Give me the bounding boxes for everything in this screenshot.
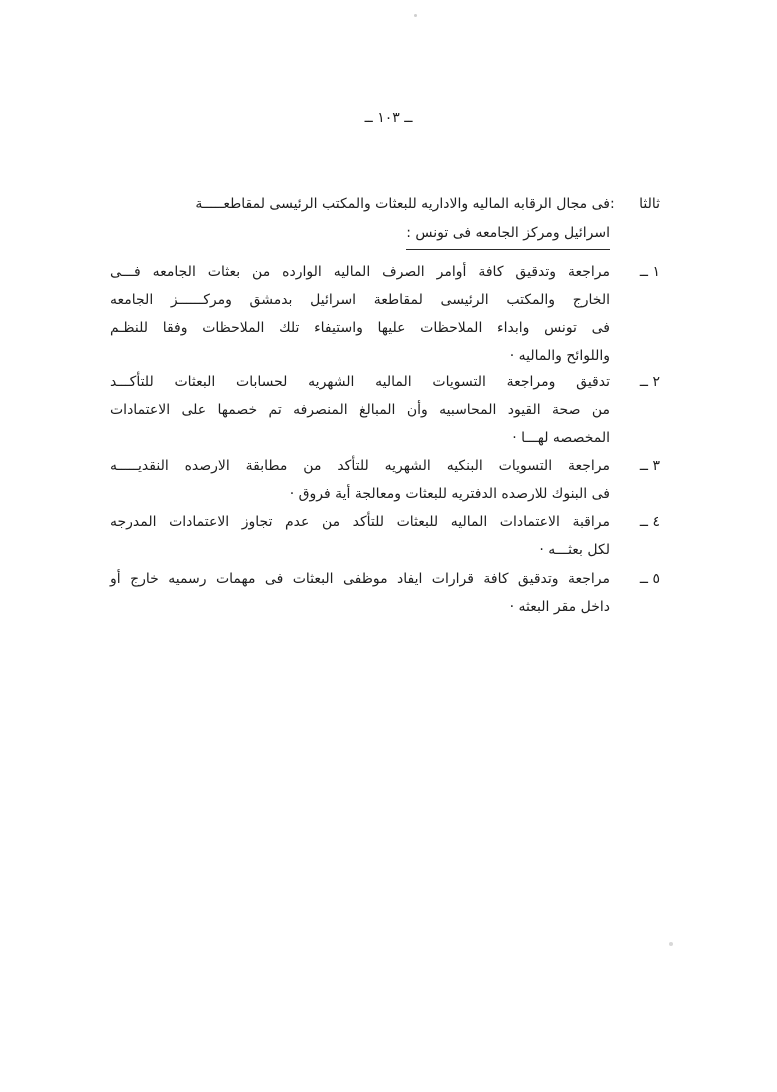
section-marker [610,190,660,218]
list-item [110,508,660,564]
item-3-line-2: فى البنوك للارصده الدفتريه للبعثات ومعالجة أية فروق · [289,486,610,502]
section-heading-line-1: فى مجال الرقابه الماليه والاداريه للبعثات والمكتب الرئيسى لمقاطعـــــة [195,196,610,212]
item-5-text [110,565,610,621]
section-marker-colon: : [610,196,615,212]
list-item [110,565,660,621]
item-5-number: ٥ ــ [639,571,660,587]
section-heading-line-2 [110,219,610,250]
item-1-text [110,258,610,370]
section-heading-row [110,190,660,250]
scan-speck [414,14,417,17]
item-1-line-1: مراجعة وتدقيق كافة أوامر الصرف الماليه الوارده من بعثات الجامعه فـــى [110,264,610,280]
item-4-number: ٤ ــ [639,514,660,530]
item-1-line-2: الخارج والمكتب الرئيسى لمقاطعة اسرائيل بدمشق ومركــــــز الجامعه [110,292,610,308]
list-item [110,258,660,370]
item-2-line-3: المخصصه لهـــا · [512,430,610,446]
page-number: ــ ١٠٣ ــ [364,110,413,126]
item-4-line-1: مراقبة الاعتمادات الماليه للبعثات للتأكد من عدم تجاوز الاعتمادات المدرجه [110,514,610,530]
scan-speck [669,942,673,946]
item-3-line-1: مراجعة التسويات البنكيه الشهريه للتأكد من مطابقة الارصده النقديـــــه [110,458,610,474]
item-5-line-2: داخل مقر البعثه · [509,599,610,615]
item-1-line-4: واللوائح والماليه · [509,348,610,364]
item-3-number: ٣ ــ [639,458,660,474]
item-2-number: ٢ ــ [639,374,660,390]
section-marker-word: ثالثا [639,196,660,212]
item-2-text [110,368,610,452]
list-item [110,368,660,452]
section-heading-underlined-text: اسرائيل ومركز الجامعه فى تونس : [406,222,610,250]
item-1-number: ١ ــ [639,264,660,280]
item-1-line-3: فى تونس وابداء الملاحظات عليها واستيفاء تلك الملاحظات وفقا للنظـم [110,320,610,336]
section-heading-text [110,190,610,250]
item-2-line-1: تدقيق ومراجعة التسويات الماليه الشهريه لحسابات البعثات للتأكـــد [110,374,610,390]
item-5-line-1: مراجعة وتدقيق كافة قرارات ايفاد موظفى البعثات فى مهمات رسميه خارج أو [110,571,610,587]
list-item [110,452,660,508]
item-2-line-2: من صحة القيود المحاسبيه وأن المبالغ المنصرفه تم خصمها على الاعتمادات [110,402,610,418]
item-3-text [110,452,610,508]
item-4-text [110,508,610,564]
item-4-line-2: لكل بعثـــه · [539,542,610,558]
